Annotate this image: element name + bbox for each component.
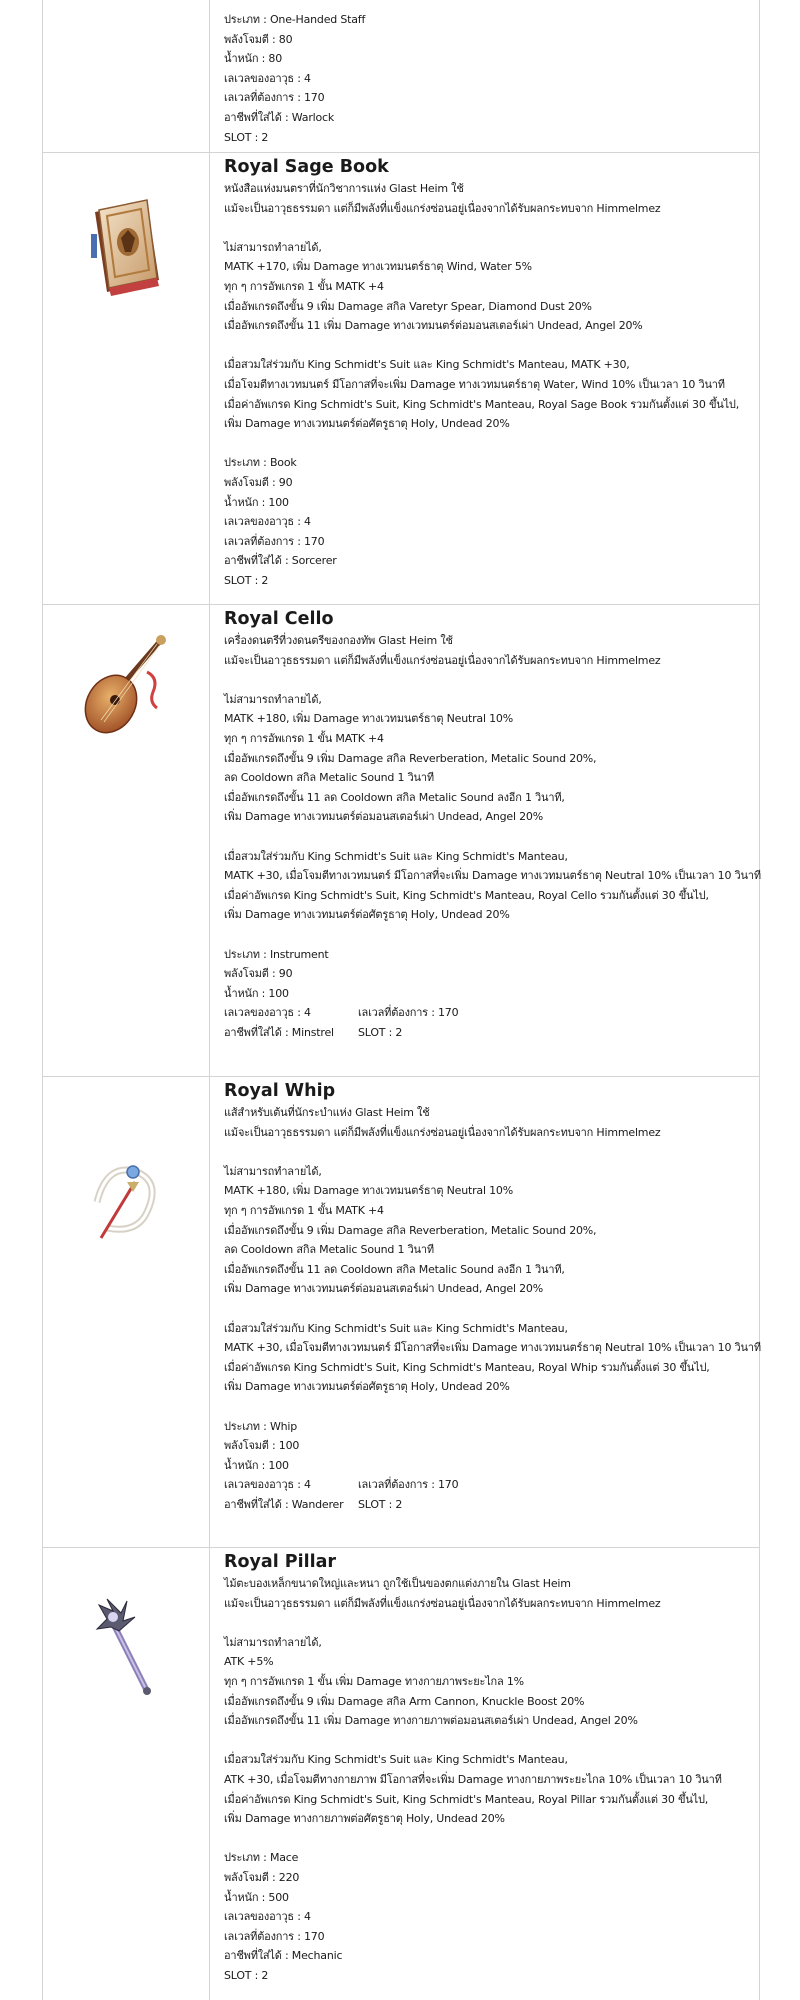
stat-line: อาชีพที่ใส่ได้ : Minstrel <box>224 1025 334 1039</box>
cello-icon <box>77 632 173 742</box>
stat-line: เลเวลที่ต้องการ : 170 <box>224 534 325 548</box>
stat-line: อาชีพที่ใส่ได้ : Wanderer <box>224 1497 344 1511</box>
effect-line: ไม่สามารถทำลายได้, <box>224 1164 322 1178</box>
spacer <box>224 925 751 945</box>
stat-pair <box>224 1475 751 1495</box>
item-image-cell <box>43 152 210 604</box>
effect-line: ลด Cooldown สกิล Metalic Sound 1 วินาที <box>224 1243 434 1257</box>
stat-line: ประเภท : Mace <box>224 1851 299 1865</box>
stat-pair <box>224 1023 751 1043</box>
effect-line: ไม่สามารถทำลายได้, <box>224 240 322 254</box>
stat-line: อาชีพที่ใส่ได้ : Warlock <box>224 110 335 124</box>
item-image-cell <box>43 604 210 1076</box>
effect-line: ไม่สามารถทำลายได้, <box>224 692 322 706</box>
item-text <box>224 1552 751 1985</box>
item-image-cell <box>43 1547 210 2000</box>
item-title: Royal Cello <box>224 609 334 629</box>
effect-line: MATK +170, เพิ่ม Damage ทางเวทมนตร์ธาตุ Wind, Water 5% <box>224 260 532 274</box>
item-title: Royal Pillar <box>224 1552 337 1572</box>
spacer <box>224 336 751 356</box>
stat-line: SLOT : 2 <box>224 573 269 587</box>
stat-line: พลังโจมตี : 90 <box>224 475 293 489</box>
description-line: แม้จะเป็นอาวุธธรรมดา แต่ก็มีพลังที่แข็งแกร่งซ่อนอยู่เนื่องจากได้รับผลกระทบจาก Himmelmez <box>224 201 661 215</box>
stat-line: SLOT : 2 <box>224 130 269 144</box>
stat-line: SLOT : 2 <box>358 1025 403 1039</box>
spacer <box>224 827 751 847</box>
stat-line: เลเวลของอาวุธ : 4 <box>224 1006 311 1020</box>
book-icon <box>77 194 173 304</box>
effect-line: ทุก ๆ การอัพเกรด 1 ขั้น เพิ่ม Damage ทางกายภาพระยะไกล 1% <box>224 1674 524 1688</box>
effect-line: ทุก ๆ การอัพเกรด 1 ขั้น MATK +4 <box>224 1203 384 1217</box>
stat-line: เลเวลของอาวุธ : 4 <box>224 1478 311 1492</box>
item-row-staff <box>43 0 759 153</box>
stat-pair <box>224 1003 751 1023</box>
effect-line: เมื่ออัพเกรดถึงขั้น 11 เพิ่ม Damage ทางกายภาพต่อมอนสเตอร์เผ่า Undead, Angel 20% <box>224 1714 638 1728</box>
stat-line: ประเภท : One-Handed Staff <box>224 13 366 26</box>
effect-line: เมื่ออัพเกรดถึงขั้น 11 ลด Cooldown สกิล Metalic Sound ลงอีก 1 วินาที, <box>224 790 565 804</box>
effect-line: เมื่ออัพเกรดถึงขั้น 11 ลด Cooldown สกิล Metalic Sound ลงอีก 1 วินาที, <box>224 1262 565 1276</box>
combo-line: เมื่อค่าอัพเกรด King Schmidt's Suit, King Schmidt's Manteau, Royal Sage Book รวมกันตั้งแต่ 30 ขึ้นไป, <box>224 397 739 411</box>
effect-line: ลด Cooldown สกิล Metalic Sound 1 วินาที <box>224 771 434 785</box>
item-image-cell <box>43 1076 210 1547</box>
item-title: Royal Sage Book <box>224 157 389 177</box>
stat-line: เลเวลที่ต้องการ : 170 <box>224 91 325 105</box>
stat-line: อาชีพที่ใส่ได้ : Mechanic <box>224 1949 343 1963</box>
item-row-royal-sage-book <box>43 152 759 605</box>
item-table <box>42 0 760 2000</box>
item-text <box>224 10 751 147</box>
spacer <box>224 1397 751 1417</box>
combo-line: เพิ่ม Damage ทางกายภาพต่อศัตรูธาตุ Holy, Undead 20% <box>224 1812 505 1826</box>
spacer <box>224 434 751 454</box>
stat-line: เลเวลที่ต้องการ : 170 <box>224 1929 325 1943</box>
stat-line: ประเภท : Book <box>224 456 297 470</box>
description-line: แม้จะเป็นอาวุธธรรมดา แต่ก็มีพลังที่แข็งแกร่งซ่อนอยู่เนื่องจากได้รับผลกระทบจาก Himmelmez <box>224 653 661 667</box>
effect-line: เมื่ออัพเกรดถึงขั้น 9 เพิ่ม Damage สกิล Reverberation, Metalic Sound 20%, <box>224 751 597 765</box>
effect-line: เมื่ออัพเกรดถึงขั้น 9 เพิ่ม Damage สกิล Arm Cannon, Knuckle Boost 20% <box>224 1694 585 1708</box>
combo-line: เมื่อสวมใส่ร่วมกับ King Schmidt's Suit และ King Schmidt's Manteau, MATK +30, <box>224 358 630 372</box>
effect-line: เมื่ออัพเกรดถึงขั้น 9 เพิ่ม Damage สกิล Reverberation, Metalic Sound 20%, <box>224 1223 597 1237</box>
effect-line: ไม่สามารถทำลายได้, <box>224 1635 322 1649</box>
stat-line: ประเภท : Whip <box>224 1419 298 1433</box>
spacer <box>224 1731 751 1751</box>
stat-line: SLOT : 2 <box>224 1968 269 1982</box>
effect-line: ทุก ๆ การอัพเกรด 1 ขั้น MATK +4 <box>224 731 384 745</box>
stat-line: ประเภท : Instrument <box>224 947 329 961</box>
combo-line: เพิ่ม Damage ทางเวทมนตร์ต่อศัตรูธาตุ Holy, Undead 20% <box>224 1380 510 1394</box>
description-line: เครื่องดนตรีที่วงดนตรีของกองทัพ Glast Heim ใช้ <box>224 634 453 647</box>
item-text <box>224 609 761 1042</box>
combo-line: เพิ่ม Damage ทางเวทมนตร์ต่อศัตรูธาตุ Holy, Undead 20% <box>224 417 510 431</box>
stat-line: น้ำหนัก : 100 <box>224 986 289 1000</box>
item-text <box>224 1081 761 1514</box>
stat-line: พลังโจมตี : 90 <box>224 967 293 981</box>
stat-line: พลังโจมตี : 80 <box>224 32 293 46</box>
item-row-royal-cello <box>43 604 759 1077</box>
stat-line: เลเวลของอาวุธ : 4 <box>224 71 311 85</box>
combo-line: เมื่อค่าอัพเกรด King Schmidt's Suit, King Schmidt's Manteau, Royal Cello รวมกันตั้งแต่ 30 ขึ้นไป, <box>224 888 709 902</box>
item-text <box>224 157 751 590</box>
item-row-royal-pillar <box>43 1547 759 2000</box>
stat-line: น้ำหนัก : 100 <box>224 495 289 509</box>
whip-icon <box>77 1142 173 1252</box>
stat-line: น้ำหนัก : 500 <box>224 1890 289 1904</box>
spacer <box>224 1829 751 1849</box>
stat-line: เลเวลที่ต้องการ : 170 <box>358 1006 459 1020</box>
spacer <box>224 218 751 238</box>
description-line: แม้จะเป็นอาวุธธรรมดา แต่ก็มีพลังที่แข็งแกร่งซ่อนอยู่เนื่องจากได้รับผลกระทบจาก Himmelmez <box>224 1125 661 1139</box>
stat-line: เลเวลของอาวุธ : 4 <box>224 1910 311 1924</box>
effect-line: MATK +180, เพิ่ม Damage ทางเวทมนตร์ธาตุ Neutral 10% <box>224 1184 513 1198</box>
spacer <box>224 1142 751 1162</box>
combo-line: เมื่อสวมใส่ร่วมกับ King Schmidt's Suit และ King Schmidt's Manteau, <box>224 849 568 863</box>
item-title: Royal Whip <box>224 1081 336 1101</box>
description-line: หนังสือแห่งมนตราที่นักวิชาการแห่ง Glast Heim ใช้ <box>224 182 464 195</box>
combo-line: MATK +30, เมื่อโจมตีทางเวทมนตร์ มีโอกาสที่จะเพิ่ม Damage ทางเวทมนตร์ธาตุ Neutral 10% เป็นเวลา 10 วินาที <box>224 869 761 883</box>
effect-line: เพิ่ม Damage ทางเวทมนตร์ต่อมอนสเตอร์เผ่า Undead, Angel 20% <box>224 810 543 824</box>
combo-line: ATK +30, เมื่อโจมตีทางกายภาพ มีโอกาสที่จะเพิ่ม Damage ทางกายภาพระยะไกล 10% เป็นเวลา 10 วินาที <box>224 1772 722 1786</box>
stat-line: อาชีพที่ใส่ได้ : Sorcerer <box>224 554 337 568</box>
item-image-cell <box>43 0 210 152</box>
description-line: ไม้ตะบองเหล็กขนาดใหญ่และหนา ถูกใช้เป็นของตกแต่งภายใน Glast Heim <box>224 1577 571 1590</box>
stat-line: เลเวลของอาวุธ : 4 <box>224 515 311 529</box>
effect-line: ทุก ๆ การอัพเกรด 1 ขั้น MATK +4 <box>224 279 384 293</box>
effect-line: ATK +5% <box>224 1655 274 1669</box>
pillar-icon <box>77 1591 173 1701</box>
effect-line: เมื่ออัพเกรดถึงขั้น 9 เพิ่ม Damage สกิล Varetyr Spear, Diamond Dust 20% <box>224 299 592 313</box>
stat-line: น้ำหนัก : 80 <box>224 52 283 66</box>
stat-line: พลังโจมตี : 220 <box>224 1870 300 1884</box>
description-line: แส้สำหรับเต้นที่นักระบำแห่ง Glast Heim ใช้ <box>224 1106 430 1119</box>
combo-line: MATK +30, เมื่อโจมตีทางเวทมนตร์ มีโอกาสที่จะเพิ่ม Damage ทางเวทมนตร์ธาตุ Neutral 10% เป็นเวลา 10 วินาที <box>224 1341 761 1355</box>
effect-line: MATK +180, เพิ่ม Damage ทางเวทมนตร์ธาตุ Neutral 10% <box>224 712 513 726</box>
effect-line: เมื่ออัพเกรดถึงขั้น 11 เพิ่ม Damage ทางเวทมนตร์ต่อมอนสเตอร์เผ่า Undead, Angel 20% <box>224 319 643 333</box>
stat-line: พลังโจมตี : 100 <box>224 1439 300 1453</box>
effect-line: เพิ่ม Damage ทางเวทมนตร์ต่อมอนสเตอร์เผ่า Undead, Angel 20% <box>224 1282 543 1296</box>
spacer <box>224 670 751 690</box>
item-row-royal-whip <box>43 1076 759 1548</box>
combo-line: เมื่อสวมใส่ร่วมกับ King Schmidt's Suit และ King Schmidt's Manteau, <box>224 1753 568 1767</box>
combo-line: เมื่อสวมใส่ร่วมกับ King Schmidt's Suit และ King Schmidt's Manteau, <box>224 1321 568 1335</box>
stat-line: SLOT : 2 <box>358 1497 403 1511</box>
combo-line: เมื่อค่าอัพเกรด King Schmidt's Suit, King Schmidt's Manteau, Royal Pillar รวมกันตั้งแต่ 30 ขึ้นไป, <box>224 1792 709 1806</box>
combo-line: เมื่อค่าอัพเกรด King Schmidt's Suit, King Schmidt's Manteau, Royal Whip รวมกันตั้งแต่ 30 ขึ้นไป, <box>224 1360 710 1374</box>
stat-line: น้ำหนัก : 100 <box>224 1458 289 1472</box>
spacer <box>224 1299 751 1319</box>
spacer <box>224 1613 751 1633</box>
combo-line: เพิ่ม Damage ทางเวทมนตร์ต่อศัตรูธาตุ Holy, Undead 20% <box>224 908 510 922</box>
combo-line: เมื่อโจมตีทางเวทมนตร์ มีโอกาสที่จะเพิ่ม Damage ทางเวทมนตร์ธาตุ Water, Wind 10% เป็นเวลา 10 วินาที <box>224 377 725 391</box>
stat-pair <box>224 1495 751 1515</box>
description-line: แม้จะเป็นอาวุธธรรมดา แต่ก็มีพลังที่แข็งแกร่งซ่อนอยู่เนื่องจากได้รับผลกระทบจาก Himmelmez <box>224 1596 661 1610</box>
stat-line: เลเวลที่ต้องการ : 170 <box>358 1478 459 1492</box>
